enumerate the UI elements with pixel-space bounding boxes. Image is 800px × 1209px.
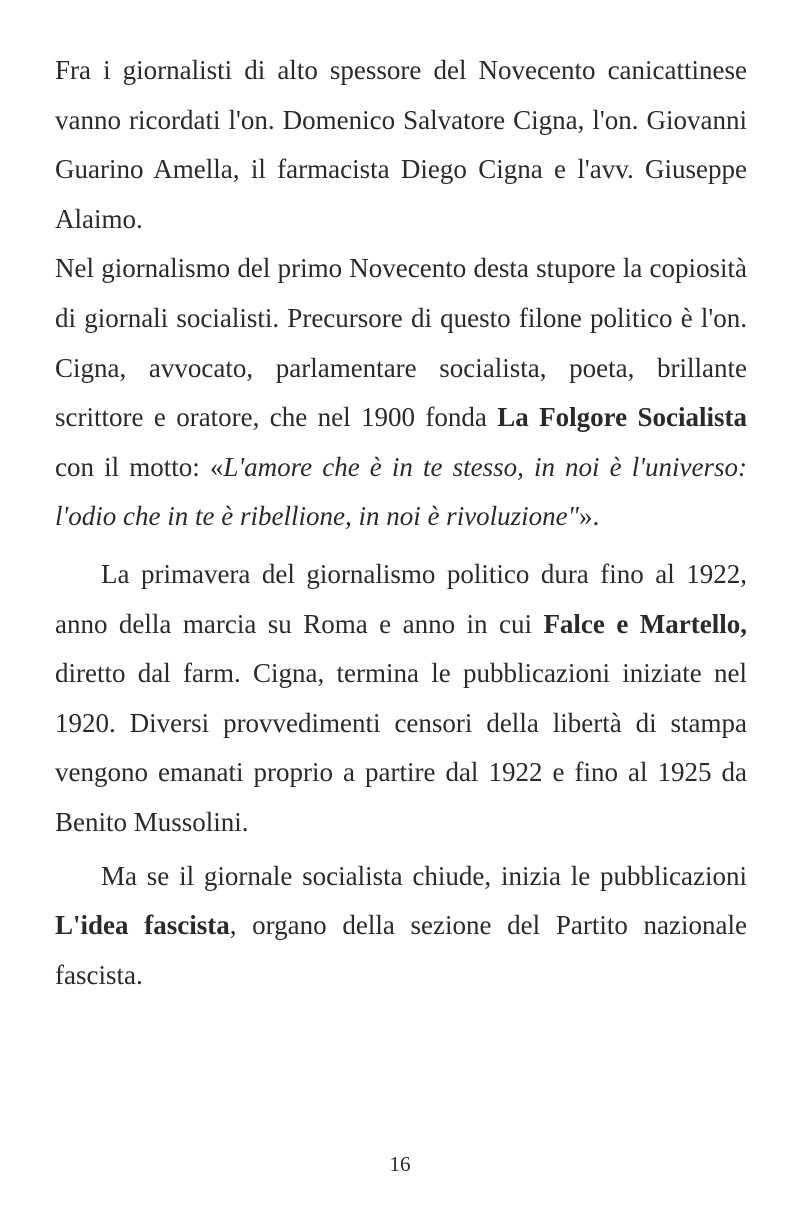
paragraph-4-text-end: , organo della sezione del Partito nazionale fascista. xyxy=(55,910,747,990)
paragraph-1 xyxy=(55,46,747,244)
paragraph-3-text-end: diretto dal farm. Cigna, termina le pubblicazioni iniziate nel 1920. Diversi provvedimenti censori della libertà di stampa vengono emanati proprio a partire dal 1922 e fino al 1925 da Benito Mussolini. xyxy=(55,658,747,837)
paragraph-4-text-start: Ma se il giornale socialista chiude, inizia le pubblicazioni xyxy=(101,860,747,891)
paragraph-2-text-end: ». xyxy=(579,501,600,532)
newspaper-title-la-folgore-socialista: La Folgore Socialista xyxy=(497,402,747,433)
paragraph-2-text-start: Nel giornalismo del primo Novecento desta stupore la copiosità di giornali socialisti. Precursore di questo filone politico è l'on. Cigna, avvocato, parlamentare socialista, poeta, brillante scrittore e oratore, che nel 1900 fonda xyxy=(55,253,747,433)
page-body xyxy=(55,46,747,1000)
newspaper-title-falce-e-martello: Falce e Martello, xyxy=(543,608,747,639)
paragraph-3 xyxy=(55,550,747,848)
paragraph-3-text-start: La primavera del giornalismo politico dura fino al 1922, anno della marcia su Roma e anno in cui xyxy=(55,558,747,639)
paragraph-2 xyxy=(55,244,747,542)
motto-quote: L'amore che è in te stesso, in noi è l'universo: l'odio che in te è ribellione, in noi è rivoluzione" xyxy=(55,451,748,532)
paragraph-2-text-middle: con il motto: « xyxy=(55,451,224,482)
paragraph-1-text: Fra i giornalisti di alto spessore del Novecento canicattinese vanno ricordati l'on. Domenico Salvatore Cigna, l'on. Giovanni Guarino Amella, il farmacista Diego Cigna e l'avv. Giuseppe Alaimo. xyxy=(55,55,747,234)
page-number: 16 xyxy=(389,1152,411,1176)
paragraph-4 xyxy=(55,852,747,1001)
newspaper-title-idea-fascista: L'idea fascista xyxy=(55,910,230,941)
